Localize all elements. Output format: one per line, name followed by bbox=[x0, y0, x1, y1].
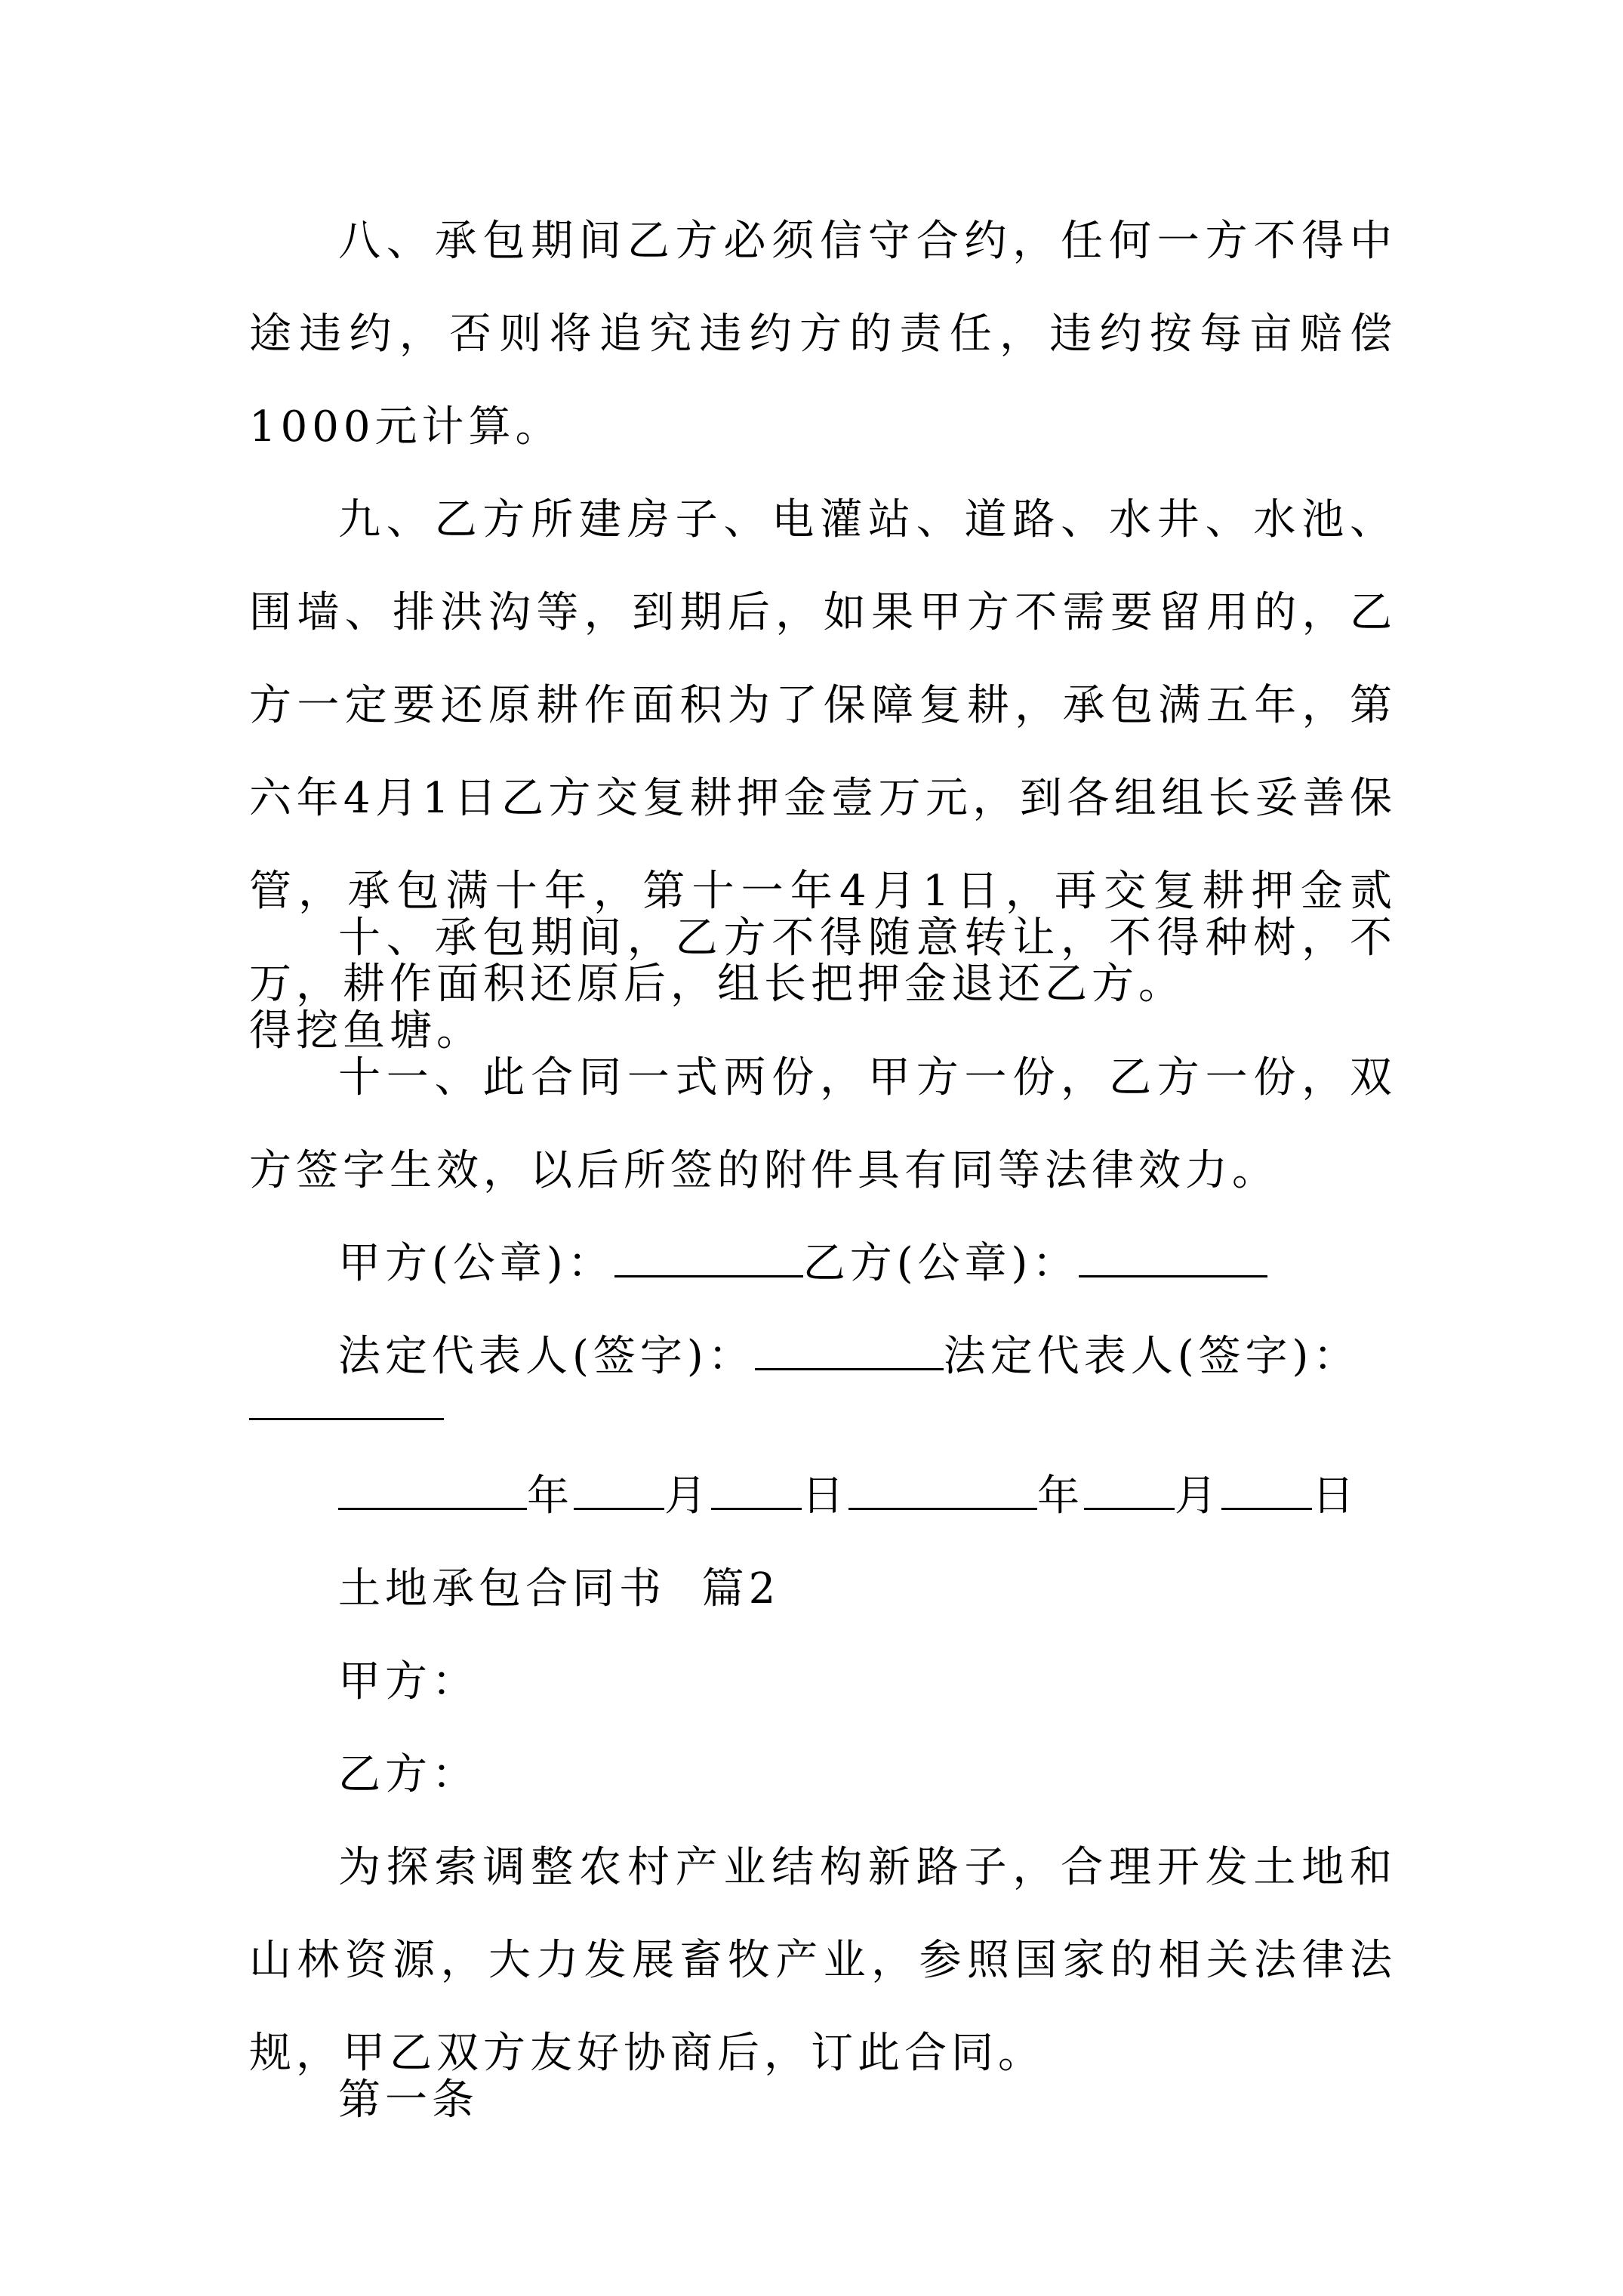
rep-a-label: 法定代表人(签字)： bbox=[338, 1332, 755, 1381]
party-b-seal-blank[interactable] bbox=[1079, 1245, 1267, 1277]
section2-party-a: 甲方： bbox=[338, 1657, 479, 1706]
month-a-label: 月 bbox=[664, 1472, 711, 1521]
month-a-blank[interactable] bbox=[574, 1478, 664, 1510]
year-a-blank[interactable] bbox=[338, 1478, 527, 1510]
rep-a-blank[interactable] bbox=[755, 1338, 944, 1370]
day-a-label: 日 bbox=[802, 1472, 848, 1521]
year-a-label: 年 bbox=[527, 1472, 574, 1521]
month-b-label: 月 bbox=[1175, 1472, 1221, 1521]
clause-9: 九、乙方所建房子、电灌站、道路、水井、水池、围墙、排洪沟等，到期后，如果甲方不需要留用的，乙方一定要还原耕作面积为了保障复耕，承包满五年，第六年4月1日乙方交复耕押金壹万元，到各组组长妥善保管，承包满十年，第十一年4月1日，再交复耕押金贰万，耕作面积还原后，组长把押金退还乙方。 bbox=[249, 495, 1397, 1009]
party-a-seal-blank[interactable] bbox=[614, 1245, 803, 1277]
rep-b-blank[interactable] bbox=[249, 1418, 444, 1420]
clause-10: 十、承包期间，乙方不得随意转让，不得种树，不得挖鱼塘。 bbox=[249, 914, 1397, 1056]
year-b-label: 年 bbox=[1037, 1472, 1084, 1521]
representative-line bbox=[338, 1310, 1360, 1403]
date-line bbox=[338, 1450, 1359, 1542]
month-b-blank[interactable] bbox=[1084, 1478, 1175, 1510]
party-b-seal-label: 乙方(公章)： bbox=[802, 1239, 1079, 1288]
article-1-heading: 第一条 bbox=[338, 2076, 479, 2125]
year-b-blank[interactable] bbox=[848, 1478, 1037, 1510]
seal-line bbox=[338, 1217, 1267, 1310]
clause-11: 十一、此合同一式两份，甲方一份，乙方一份，双方签字生效，以后所签的附件具有同等法律效力。 bbox=[249, 1053, 1397, 1195]
rep-b-label: 法定代表人(签字)： bbox=[943, 1332, 1360, 1381]
clause-8: 八、承包期间乙方必须信守合约，任何一方不得中途违约，否则将追究违约方的责任，违约按每亩赔偿1000元计算。 bbox=[249, 217, 1397, 451]
day-a-blank[interactable] bbox=[711, 1478, 802, 1510]
section2-preamble: 为探索调整农村产业结构新路子，合理开发土地和山林资源，大力发展畜牧产业，参照国家的相关法律法规，甲乙双方友好协商后，订此合同。 bbox=[249, 1843, 1397, 2078]
section2-title: 土地承包合同书 篇2 bbox=[338, 1564, 781, 1613]
section2-party-b: 乙方： bbox=[338, 1750, 479, 1799]
day-b-label: 日 bbox=[1312, 1472, 1359, 1521]
party-a-seal-label: 甲方(公章)： bbox=[338, 1239, 614, 1288]
day-b-blank[interactable] bbox=[1221, 1478, 1312, 1510]
